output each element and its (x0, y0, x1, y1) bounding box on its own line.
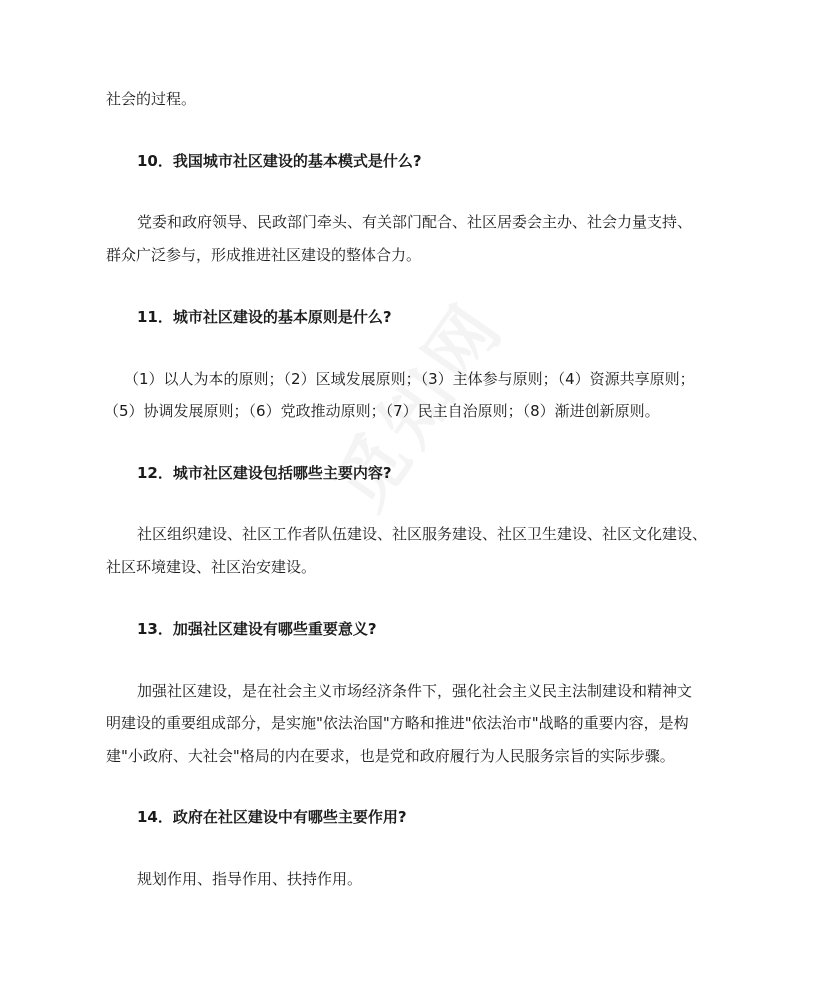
question-heading: 11．城市社区建设的基本原则是什么? (137, 308, 392, 326)
question-heading: 12．城市社区建设包括哪些主要内容? (137, 464, 392, 482)
answer-line: （5）协调发展原则；（6）党政推动原则；（7）民主自治原则；（8）渐进创新原则。 (104, 402, 660, 420)
question-heading: 14．政府在社区建设中有哪些主要作用? (137, 808, 407, 826)
answer-line: （1）以人为本的原则；（2）区域发展原则；（3）主体参与原则；（4）资源共享原则； (124, 370, 695, 388)
question-heading: 13．加强社区建设有哪些重要意义? (137, 620, 377, 638)
answer-line: 明建设的重要组成部分，是实施"依法治国"方略和推进"依法治市"战略的重要内容，是构 (106, 714, 689, 732)
answer-line: 社区环境建设、社区治安建设。 (106, 558, 317, 576)
answer-line: 建"小政府、大社会"格局的内在要求，也是党和政府履行为人民服务宗旨的实际步骤。 (106, 747, 675, 765)
question-heading: 10．我国城市社区建设的基本模式是什么? (137, 152, 422, 170)
answer-line: 社区组织建设、社区工作者队伍建设、社区服务建设、社区卫生建设、社区文化建设、 (137, 525, 708, 543)
answer-line: 群众广泛参与，形成推进社区建设的整体合力。 (106, 246, 422, 264)
answer-line: 党委和政府领导、民政部门牵头、有关部门配合、社区居委会主办、社会力量支持、 (137, 213, 693, 231)
answer-line: 规划作用、指导作用、扶持作用。 (137, 870, 363, 888)
answer-line: 加强社区建设，是在社会主义市场经济条件下，强化社会主义民主法制建设和精神文 (137, 682, 693, 700)
text-line: 社会的过程。 (106, 90, 197, 108)
